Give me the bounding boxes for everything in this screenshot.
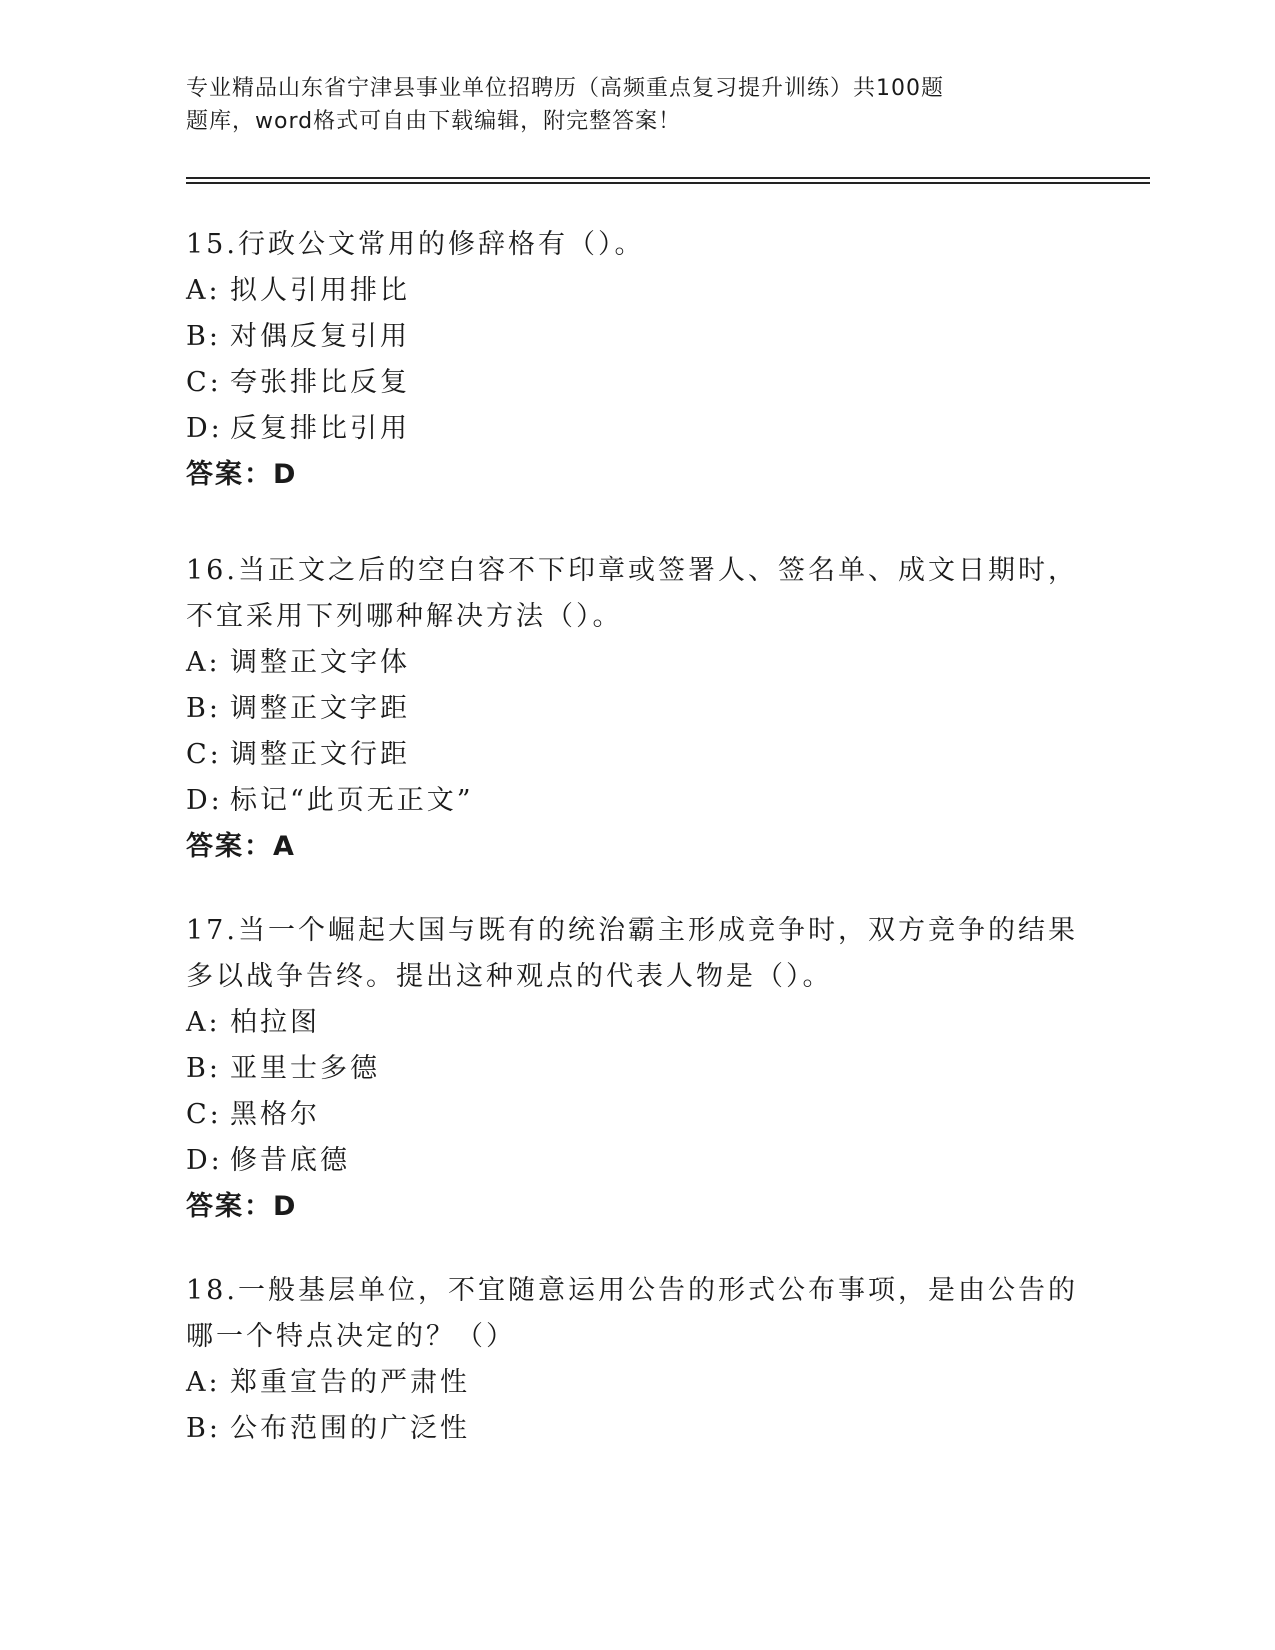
option-b — [186, 314, 1086, 360]
option-text: 反复排比引用 — [230, 413, 410, 444]
option-letter: B: — [186, 693, 221, 724]
option-text: 亚里士多德 — [230, 1053, 380, 1084]
option-letter: D: — [186, 413, 223, 444]
option-letter: D: — [186, 1145, 223, 1176]
option-letter: C: — [186, 739, 222, 770]
question-text: 16.当正文之后的空白容不下印章或签署人、签名单、成文日期时，不宜采用下列哪种解决方法（）。 — [186, 555, 1078, 632]
option-text: 调整正文行距 — [230, 739, 410, 770]
option-text: 调整正文字距 — [230, 693, 410, 724]
header-divider-top — [186, 177, 1150, 179]
option-c — [186, 732, 1086, 778]
header-line-2: 题库，word格式可自由下载编辑，附完整答案！ — [186, 109, 682, 134]
option-letter: B: — [186, 321, 221, 352]
option-b — [186, 1406, 1086, 1452]
option-letter: A: — [186, 1367, 221, 1398]
option-letter: A: — [186, 275, 221, 306]
option-text: 柏拉图 — [230, 1007, 320, 1038]
question-text: 17.当一个崛起大国与既有的统治霸主形成竞争时，双方竞争的结果多以战争告终。提出这种观点的代表人物是（）。 — [186, 915, 1078, 992]
option-text: 标记“此页无正文” — [230, 785, 474, 816]
option-letter: B: — [186, 1413, 221, 1444]
option-letter: C: — [186, 367, 222, 398]
question-15 — [186, 222, 1086, 498]
option-a — [186, 1000, 1086, 1046]
question-text: 18.一般基层单位，不宜随意运用公告的形式公布事项，是由公告的哪一个特点决定的？（） — [186, 1275, 1078, 1352]
option-c — [186, 360, 1086, 406]
option-text: 拟人引用排比 — [230, 275, 410, 306]
option-b — [186, 686, 1086, 732]
option-a — [186, 268, 1086, 314]
option-letter: D: — [186, 785, 223, 816]
question-text: 15.行政公文常用的修辞格有（）。 — [186, 229, 645, 260]
option-text: 郑重宣告的严肃性 — [230, 1367, 470, 1398]
option-a — [186, 1360, 1086, 1406]
option-text: 黑格尔 — [230, 1099, 320, 1130]
option-a — [186, 640, 1086, 686]
option-c — [186, 1092, 1086, 1138]
answer: 答案：D — [186, 1191, 298, 1222]
option-letter: C: — [186, 1099, 222, 1130]
question-17 — [186, 908, 1086, 1230]
question-18 — [186, 1268, 1086, 1452]
option-d — [186, 1138, 1086, 1184]
option-text: 对偶反复引用 — [230, 321, 410, 352]
option-text: 调整正文字体 — [230, 647, 410, 678]
document-header — [186, 72, 1056, 138]
option-letter: B: — [186, 1053, 221, 1084]
header-line-1: 专业精品山东省宁津县事业单位招聘历（高频重点复习提升训练）共100题 — [186, 76, 944, 101]
option-d — [186, 406, 1086, 452]
option-text: 修昔底德 — [230, 1145, 350, 1176]
question-16 — [186, 548, 1086, 870]
option-d — [186, 778, 1086, 824]
header-divider-bottom — [186, 182, 1150, 184]
option-b — [186, 1046, 1086, 1092]
answer: 答案：A — [186, 831, 296, 862]
option-text: 夸张排比反复 — [230, 367, 410, 398]
option-text: 公布范围的广泛性 — [230, 1413, 470, 1444]
answer: 答案：D — [186, 459, 298, 490]
option-letter: A: — [186, 647, 221, 678]
option-letter: A: — [186, 1007, 221, 1038]
